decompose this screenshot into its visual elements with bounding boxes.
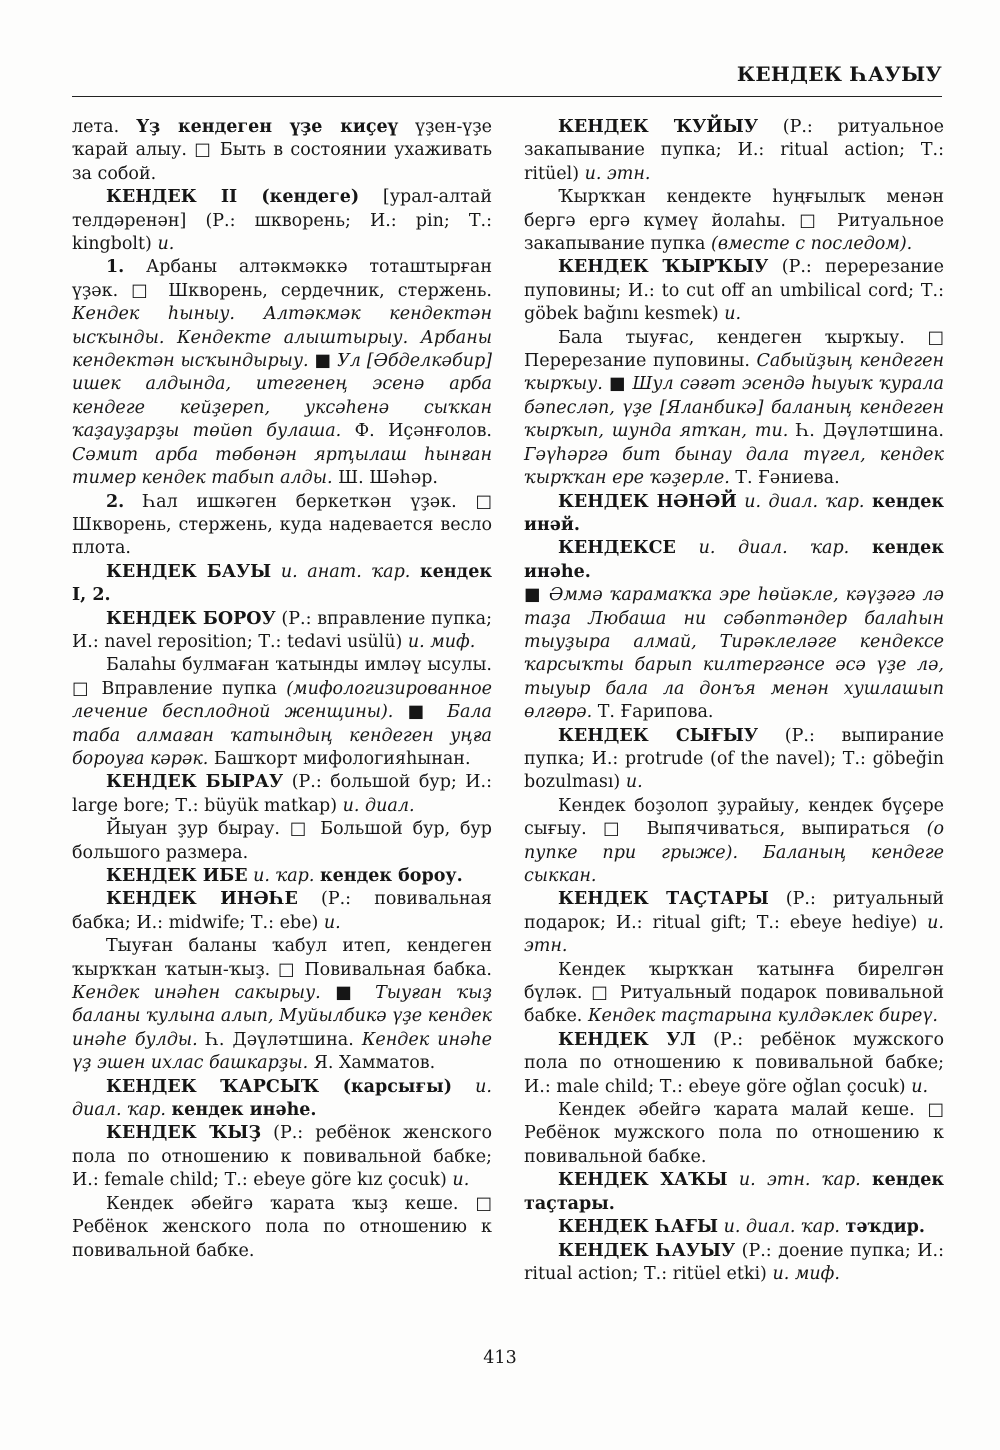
- entry-headword: 2.: [106, 491, 125, 512]
- entry-text: Т. Ғәниева.: [729, 468, 840, 489]
- entry-text: Кендек әбейгә ҡарата ҡыҙ кеше. □ Ребёнок женского пола по отношению к повивальной бабке.: [72, 1193, 492, 1261]
- entry-italic-text: Ул [Әбделкәбир] ишек алдында, итегенең эсенә арба кендеге кейҙереп, уксәһенә сыҡкан ҡаҙауҙарҙы төйөп булаша.: [72, 351, 492, 442]
- entry-italic-text: и. миф.: [407, 631, 476, 652]
- dictionary-entry-paragraph: [72, 256, 492, 490]
- dictionary-entry-paragraph: [72, 608, 492, 655]
- dictionary-entry-paragraph: [524, 795, 944, 889]
- entry-text: Ф. Иҫәнғолов.: [341, 421, 492, 442]
- entry-italic-text: и. ҡар.: [253, 866, 315, 886]
- entry-italic-text: и.: [452, 1170, 470, 1191]
- entry-headword: кендек таҫтары.: [524, 1170, 944, 1214]
- entry-italic-text: (о пупке при грыже). Баланың кендеге сыккан.: [524, 819, 944, 886]
- entry-headword: КЕНДЕК БОРОУ: [106, 608, 276, 629]
- example-marker: ■: [314, 351, 332, 372]
- entry-text: [271, 562, 281, 582]
- entry-headword: КЕНДЕКСЕ: [558, 538, 676, 559]
- entry-text: Я. Хамматов.: [308, 1053, 436, 1074]
- entry-text: Арбаны алтәкмәккә тоташтырған үҙәк. □ Шкворень, сердечник, стержень.: [72, 257, 492, 301]
- page-number: 413: [483, 1348, 517, 1368]
- entry-headword: КЕНДЕК СЫҒЫУ: [558, 725, 759, 746]
- entry-italic-text: и. миф.: [772, 1263, 840, 1284]
- entry-headword: Үҙ кендеген үҙе киҫеү: [136, 117, 398, 137]
- example-marker: ■: [609, 374, 627, 395]
- dictionary-entry-paragraph: [524, 327, 944, 491]
- entry-italic-text: и. диал. ҡар.: [72, 1076, 492, 1121]
- entry-text: (Р.: перерезание пуповины; И.: to cut off an umbilical cord; Т.: göbek bağını kesmek): [524, 257, 944, 325]
- entry-text: [861, 1170, 872, 1190]
- entry-italic-text: Шул сәғәт эсендә һыуыҡ ҡурала бәпесләп, үҙе [Яланбикә] баланың кендеген ҡырҡып, шунда ятҡан, ти.: [524, 374, 944, 442]
- dictionary-entry-paragraph: [72, 771, 492, 818]
- entry-text: [849, 538, 872, 558]
- entry-text: лета.: [72, 117, 137, 137]
- entry-headword: КЕНДЕК ИБЕ: [106, 866, 248, 886]
- entry-text: Башҡорт мифологияһынан.: [208, 748, 471, 769]
- entry-headword: тәҡдир.: [845, 1217, 925, 1238]
- entry-text: (Р.: повивальная бабка; И.: midwife; Т.: ebe): [72, 889, 492, 933]
- entry-text: (Р.: доение пупка; И.: ritual action; Т.: ritüel etki): [524, 1240, 944, 1284]
- entry-text: [864, 492, 872, 512]
- entry-headword: КЕНДЕК ТАҪТАРЫ: [558, 889, 769, 910]
- entry-text: [452, 1077, 475, 1097]
- dictionary-entry-paragraph: [524, 584, 944, 724]
- entry-text: Тыуған баланы ҡабул итеп, кендеген ҡырҡҡан ҡатын-ҡыҙ. □ Повивальная бабка.: [72, 936, 492, 980]
- entry-italic-text: и. этн.: [524, 912, 944, 957]
- entry-italic-text: и.: [625, 772, 643, 793]
- example-marker: ■: [407, 702, 433, 723]
- entry-text: Бала тыуғас, кендеген ҡырҡыу. □ Перерезание пуповины.: [524, 327, 944, 372]
- entry-italic-text: и. диал. ҡар.: [744, 491, 865, 512]
- dictionary-entry-paragraph: [72, 1193, 492, 1263]
- entry-text: үҙен-үҙе ҡарай алыу. □ Быть в состоянии ухаживать за собой.: [72, 117, 492, 184]
- entry-italic-text: и.: [323, 912, 341, 933]
- entry-italic-text: Бала таба алмаған ҡатындың кендеген уңға бороуға кәрәк.: [72, 702, 492, 769]
- entry-italic-text: и. диал.: [342, 795, 415, 816]
- entry-text: (Р.: выпирание пупка; И.: protrude (of the navel); Т.: göbeğin bozulması): [524, 725, 944, 793]
- running-header: [72, 58, 942, 97]
- right-column: [524, 116, 944, 1286]
- entry-text: (Р.: ритуальный подарок; И.: ritual gift; Т.: ebeye hediye): [524, 889, 944, 933]
- entry-italic-text: Кендек инәһе үҙ эшен ихлас башкарҙы.: [72, 1029, 493, 1074]
- entry-text: Ш. Шәһәр.: [332, 468, 438, 489]
- dictionary-entry-paragraph: [524, 116, 944, 186]
- dictionary-entry-paragraph: [72, 888, 492, 935]
- entry-text: [410, 562, 420, 582]
- dictionary-entry-paragraph: [524, 725, 944, 795]
- entry-text: Һал ишкәген беркеткән үҙәк. □ Шкворень, стержень, куда надевается весло плота.: [72, 491, 492, 559]
- entry-headword: КЕНДЕК ҠЫҘ: [106, 1123, 262, 1144]
- entry-headword: кендек I, 2.: [72, 561, 492, 606]
- entry-italic-text: и. диал. ҡар.: [723, 1217, 840, 1238]
- entry-headword: КЕНДЕК ҠЫРҠЫУ: [558, 257, 769, 278]
- entry-headword: КЕНДЕК БАУЫ: [106, 561, 272, 582]
- entry-italic-text: Сабыйҙың кендеген ҡырҡыу.: [524, 351, 944, 395]
- entry-italic-text: Гәүһәргә бит бынау дала түгел, кендек ҡырҡҡан ере ҡәҙерле.: [524, 444, 944, 489]
- dictionary-entry-paragraph: [524, 1216, 944, 1239]
- example-marker: ■: [524, 585, 542, 606]
- dictionary-entry-paragraph: [72, 865, 492, 888]
- entry-headword: кендек инәһе.: [524, 538, 944, 582]
- dictionary-entry-paragraph: [72, 1122, 492, 1192]
- entry-headword: КЕНДЕК НӘНӘЙ: [558, 491, 737, 512]
- dictionary-entry-paragraph: [524, 959, 944, 1029]
- entry-headword: КЕНДЕК ҺАУЫУ: [558, 1240, 736, 1261]
- dictionary-entry-paragraph: [72, 491, 492, 561]
- entry-italic-text: и. этн.: [584, 163, 651, 184]
- dictionary-entry-paragraph: [72, 935, 492, 1075]
- header-title: КЕНДЕК ҺАУЫУ: [736, 62, 942, 86]
- entry-text: Балаһы булмаған ҡатынды имләү ысулы. □ Вправление пупка: [72, 655, 492, 699]
- dictionary-entry-paragraph: [72, 561, 492, 608]
- entry-text: [728, 1170, 739, 1190]
- dictionary-entry-paragraph: [72, 186, 492, 256]
- entry-headword: кендек инәй.: [524, 491, 944, 535]
- entry-text: Һ. Дәүләтшина.: [197, 1029, 362, 1050]
- dictionary-entry-paragraph: [72, 818, 492, 865]
- entry-headword: КЕНДЕК ҠАРСЫҠ (карсығы): [106, 1076, 452, 1097]
- entry-headword: КЕНДЕК УЛ: [558, 1029, 696, 1050]
- entry-text: Кендек боҙолоп ҙурайыу, кендек бүҫере сығыу. □ Выпячиваться, выпираться: [524, 795, 944, 840]
- entry-headword: КЕНДЕК БЫРАУ: [106, 772, 284, 793]
- entry-headword: КЕНДЕК II (кендеге): [106, 187, 360, 208]
- dictionary-entry-paragraph: [524, 1099, 944, 1169]
- entry-headword: КЕНДЕК ҠУЙЫУ: [558, 117, 759, 137]
- entry-italic-text: Кендек һыныу. Алтәкмәк кендектән ысҡынды. Кендекте алыштырыу. Арбаны кендектән ысҡындырыу.: [72, 304, 492, 372]
- dictionary-entry-paragraph: [72, 1076, 492, 1123]
- dictionary-entry-paragraph: [524, 186, 944, 256]
- entry-italic-text: (мифологизированное лечение бесплодной женщины).: [72, 678, 492, 723]
- example-marker: ■: [335, 983, 361, 1004]
- dictionary-entry-paragraph: [524, 256, 944, 326]
- entry-text: Ҡырҡҡан кендекте һуңғылыҡ менән бергә ергә күмеү йолаһы. □ Ритуальное закапывание пупка: [524, 187, 944, 255]
- dictionary-entry-paragraph: [524, 1169, 944, 1216]
- entry-headword: 1.: [106, 257, 125, 278]
- entry-text: (Р.: ребёнок женского пола по отношению к повивальной бабке; И.: female child; Т.: ebeye göre kız çocuk): [72, 1123, 493, 1191]
- entry-italic-text: и.: [911, 1076, 929, 1097]
- entry-text: Йыуан ҙур бырау. □ Большой бур, бур большого размера.: [72, 819, 492, 863]
- entry-headword: кендек инәһе.: [171, 1100, 317, 1121]
- entry-text: Һ. Дәүләтшина.: [788, 421, 944, 442]
- entry-text: [676, 538, 699, 558]
- dictionary-entry-paragraph: [524, 1240, 944, 1287]
- entry-italic-text: Әммә ҡарамаҡҡа эре һөйәкле, кәүҙәгә лә таҙа Любаша ни сәбәптәндер балаһын тыуҙыра алмай, Тирәклеләге кендексе ҡарсыҡты барып килтергәнсе әсә үҙе лә, тыуыр бала ла донъя менән хушлашып өлгөрә.: [524, 585, 944, 723]
- entry-italic-text: и. анат. ҡар.: [280, 561, 411, 582]
- dictionary-entry-paragraph: [72, 654, 492, 771]
- entry-text: (Р.: большой бур; И.: large bore; Т.: büyük matkap): [72, 772, 492, 816]
- entry-italic-text: и. этн. ҡар.: [738, 1170, 861, 1191]
- entry-text: Кендек әбейгә ҡарата малай кеше. □ Ребёнок мужского пола по отношению к повивальной бабке.: [524, 1100, 944, 1167]
- entry-text: (Р.: ребёнок мужского пола по отношению к повивальной бабке; И.: male child; Т.: ebeye göre oğlan çocuk): [524, 1029, 944, 1097]
- entry-italic-text: и.: [157, 234, 175, 255]
- entry-text: Т. Ғарипова.: [592, 702, 714, 723]
- dictionary-entry-paragraph: [524, 491, 944, 538]
- entry-headword: КЕНДЕК ХАҠЫ: [558, 1170, 728, 1191]
- entry-text: [урал-алтай телдәренән] (Р.: шкворень; И.: pin; Т.: kingbolt): [72, 187, 492, 255]
- entry-headword: КЕНДЕК ИНӘҺЕ: [106, 889, 298, 910]
- dictionary-entry-paragraph: [524, 537, 944, 584]
- entry-italic-text: (вместе с последом).: [711, 234, 913, 255]
- dictionary-entry-paragraph: [524, 1029, 944, 1099]
- entry-headword: кендек бороу.: [320, 866, 463, 886]
- entry-italic-text: Кендек инәһен сакырыу.: [72, 983, 336, 1004]
- entry-italic-text: Тыуған ҡыҙ баланы ҡулына алып, Муйылбикә үҙе кендек инәһе булды.: [72, 983, 492, 1050]
- entry-italic-text: и. диал. ҡар.: [698, 538, 850, 559]
- left-column: [72, 116, 492, 1263]
- entry-headword: КЕНДЕК ҺАҒЫ: [558, 1217, 718, 1238]
- entry-italic-text: Сәмит арба төбөнән ярҭылаш һынған тимер кендек табып алды.: [72, 444, 492, 489]
- entry-text: (Р.: вправление пупка; И.: navel reposition; Т.: tedavi usülü): [72, 608, 492, 652]
- dictionary-entry-paragraph: [72, 116, 492, 186]
- entry-text: (Р.: ритуальное закапывание пупка; И.: ritual action; Т.: ritüel): [524, 117, 945, 184]
- entry-italic-text: и.: [724, 304, 742, 325]
- entry-text: Кендек ҡырҡҡан ҡатынға бирелгән бүләк. □ Ритуальный подарок повивальной бабке.: [524, 959, 944, 1027]
- entry-italic-text: Кендек таҫтарына кулдәклек биреү.: [587, 1006, 938, 1027]
- dictionary-entry-paragraph: [524, 888, 944, 958]
